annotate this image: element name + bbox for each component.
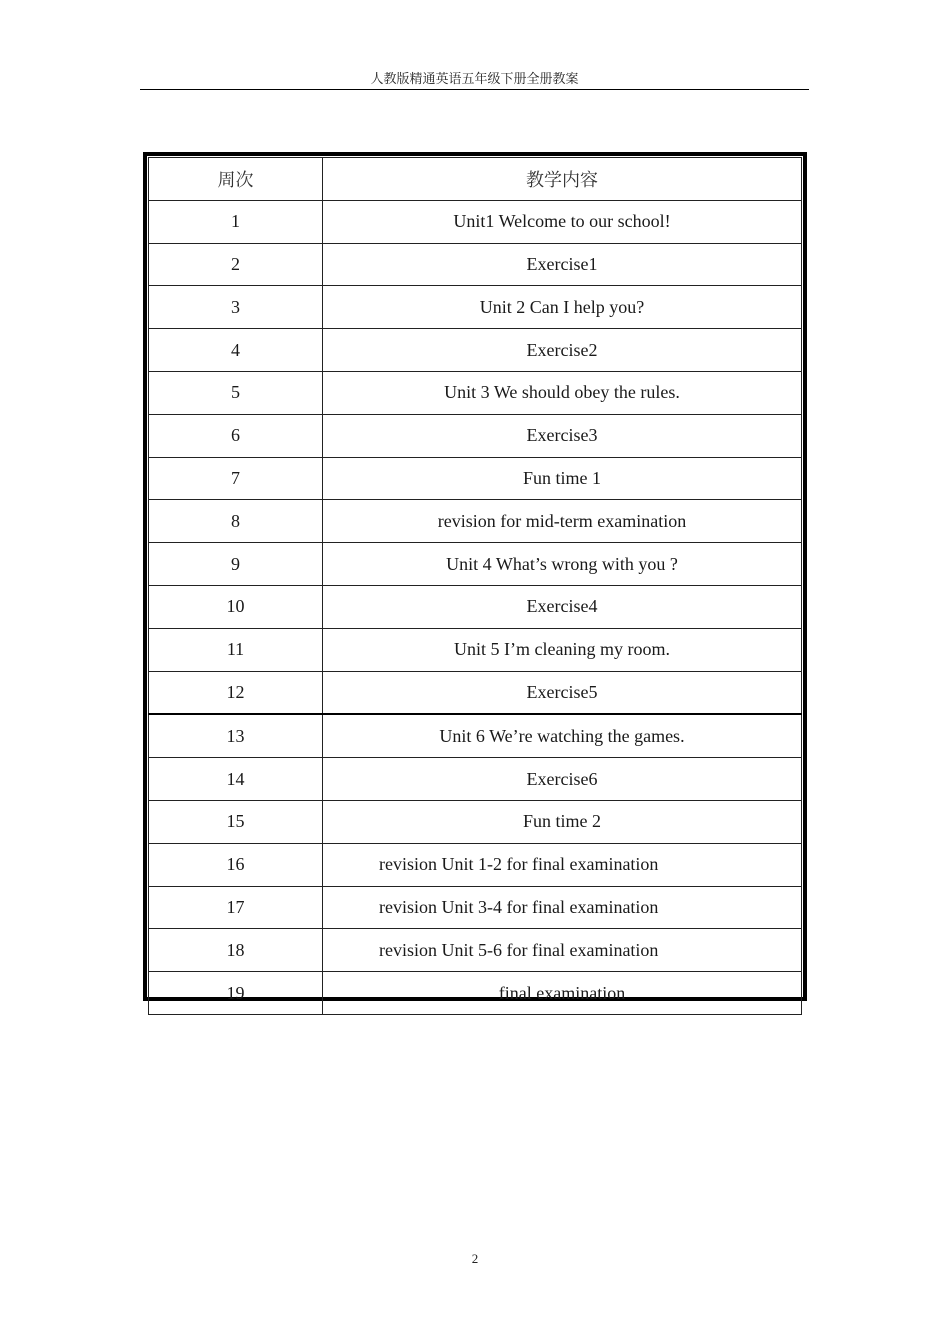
schedule-table-frame (143, 152, 807, 1001)
content-cell: Exercise2 (323, 329, 802, 372)
column-header-week: 周次 (149, 158, 323, 201)
week-cell: 5 (149, 371, 323, 414)
table-row (149, 671, 802, 714)
table-row (149, 414, 802, 457)
content-cell: Fun time 1 (323, 457, 802, 500)
week-cell: 12 (149, 671, 323, 714)
table-row (149, 585, 802, 628)
week-cell: 1 (149, 200, 323, 243)
table-row (149, 714, 802, 757)
table-header-row (149, 158, 802, 201)
page-number: 2 (471, 1251, 479, 1266)
week-cell: 7 (149, 457, 323, 500)
table-row (149, 929, 802, 972)
column-header-content: 教学内容 (323, 158, 802, 201)
week-cell: 19 (149, 972, 323, 1015)
table-row (149, 543, 802, 586)
schedule-table (148, 157, 802, 1015)
content-cell: Unit 3 We should obey the rules. (323, 371, 802, 414)
table-row (149, 800, 802, 843)
page-header (140, 72, 809, 90)
table-row (149, 628, 802, 671)
content-cell: Fun time 2 (323, 800, 802, 843)
content-cell: revision Unit 5-6 for final examination (323, 929, 802, 972)
content-cell: Unit 5 I’m cleaning my room. (323, 628, 802, 671)
week-cell: 8 (149, 500, 323, 543)
table-row (149, 243, 802, 286)
content-cell: revision Unit 1-2 for final examination (323, 843, 802, 886)
table-row (149, 843, 802, 886)
content-cell: Exercise6 (323, 758, 802, 801)
content-cell: Exercise3 (323, 414, 802, 457)
week-cell: 11 (149, 628, 323, 671)
week-cell: 9 (149, 543, 323, 586)
week-cell: 6 (149, 414, 323, 457)
content-cell: Exercise4 (323, 585, 802, 628)
week-cell: 18 (149, 929, 323, 972)
week-cell: 3 (149, 286, 323, 329)
content-cell: Unit1 Welcome to our school! (323, 200, 802, 243)
week-cell: 2 (149, 243, 323, 286)
table-row (149, 371, 802, 414)
week-cell: 13 (149, 714, 323, 757)
week-cell: 4 (149, 329, 323, 372)
content-cell: Exercise5 (323, 671, 802, 714)
table-row (149, 286, 802, 329)
table-row (149, 886, 802, 929)
content-cell: Unit 2 Can I help you? (323, 286, 802, 329)
table-row (149, 329, 802, 372)
table-row (149, 500, 802, 543)
content-cell: final examination (323, 972, 802, 1015)
content-cell: Unit 4 What’s wrong with you ? (323, 543, 802, 586)
content-cell: revision Unit 3-4 for final examination (323, 886, 802, 929)
table-row (149, 200, 802, 243)
table-row (149, 758, 802, 801)
content-cell: Unit 6 We’re watching the games. (323, 714, 802, 757)
week-cell: 16 (149, 843, 323, 886)
content-cell: Exercise1 (323, 243, 802, 286)
week-cell: 10 (149, 585, 323, 628)
table-row (149, 457, 802, 500)
header-title: 人教版精通英语五年级下册全册教案 (370, 71, 579, 86)
week-cell: 15 (149, 800, 323, 843)
table-row (149, 972, 802, 1015)
week-cell: 17 (149, 886, 323, 929)
content-cell: revision for mid-term examination (323, 500, 802, 543)
week-cell: 14 (149, 758, 323, 801)
